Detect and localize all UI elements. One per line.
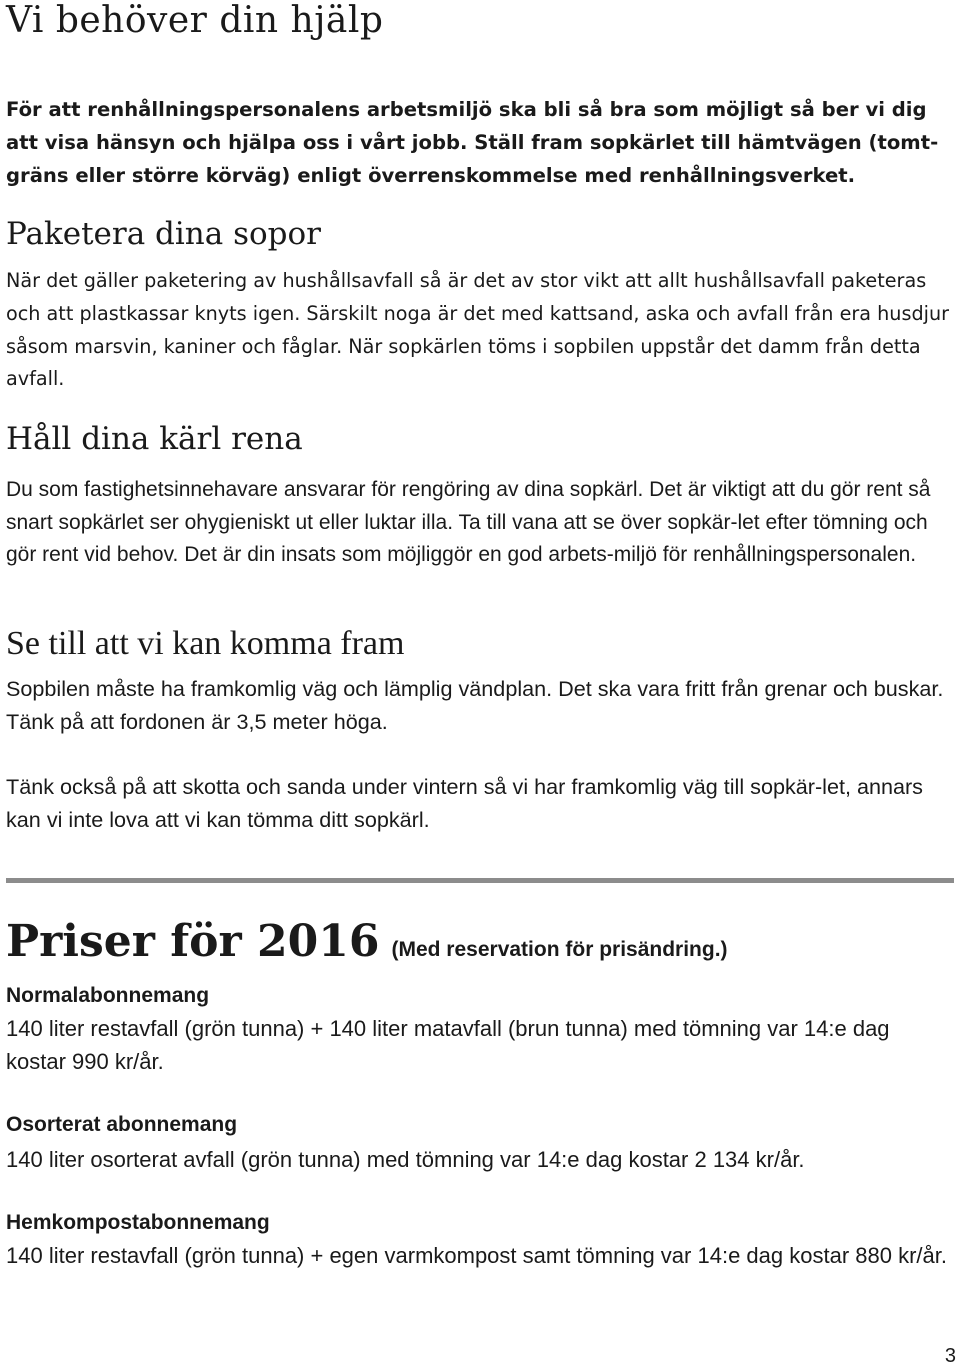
heading-access: Se till att vi kan komma fram [6,625,405,662]
page-number: 3 [944,1345,956,1367]
price-item-text: 140 liter restavfall (grön tunna) + egen varmkompost samt tömning var 14:e dag kostar 880 kr/år. [6,1243,947,1268]
price-item-name: Hemkompostabonnemang [6,1211,270,1234]
section-divider [6,878,954,883]
price-item-name: Osorterat abonnemang [6,1113,238,1136]
price-item-text: 140 liter osorterat avfall (grön tunna) med tömning var 14:e dag kostar 2 134 kr/år. [6,1147,805,1172]
access-paragraph: Sopbilen måste ha framkomlig väg och lämplig vändplan. Det ska vara fritt från grenar och buskar. Tänk på att fordonen är 3,5 meter höga. [6,676,944,734]
page-title: Vi behöver din hjälp [6,0,384,41]
prices-note: (Med reservation för prisändring.) [391,938,728,961]
price-item-name: Normalabonnemang [6,984,210,1007]
price-item-text: 140 liter restavfall (grön tunna) + 140 liter matavfall (brun tunna) med tömning var 14:e dag kostar 990 kr/år. [6,1016,890,1074]
prices-title: Priser för 2016 [6,916,380,967]
prices-heading [6,916,728,967]
heading-packaging: Paketera dina sopor [6,216,321,252]
winter-paragraph: Tänk också på att skotta och sanda under vintern så vi har framkomlig väg till sopkär-let, annars kan vi inte lova att vi kan tömma ditt sopkärl. [6,774,923,832]
packaging-paragraph: När det gäller paketering av hushållsavfall så är det av stor vikt att allt hushållsavfall paketeras och att plastkassar knyts igen. Särskilt noga är det med kattsand, aska och avfall från era husdjur såsom marsvin, kaniner och fåglar. När sopkärlen töms i sopbilen uppstår det damm från detta avfall. [6,269,949,391]
clean-bins-paragraph: Du som fastighetsinnehavare ansvarar för rengöring av dina sopkärl. Det är viktigt att du gör rent så snart sopkärlet ser ohygieniskt ut eller luktar illa. Ta till vana att se över sopkär-let efter tömning och gör rent vid behov. Det är din insats som möjliggör en god arbets-miljö för renhållningspersonalen. [6,478,931,566]
intro-paragraph: För att renhållningspersonalens arbetsmiljö ska bli så bra som möjligt så ber vi dig att visa hänsyn och hjälpa oss i vårt jobb. Ställ fram sopkärlet till hämtvägen (tomt-gräns eller större körväg) enligt överrenskommelse med renhållningsverket. [6,98,939,187]
heading-clean-bins: Håll dina kärl rena [6,421,303,457]
